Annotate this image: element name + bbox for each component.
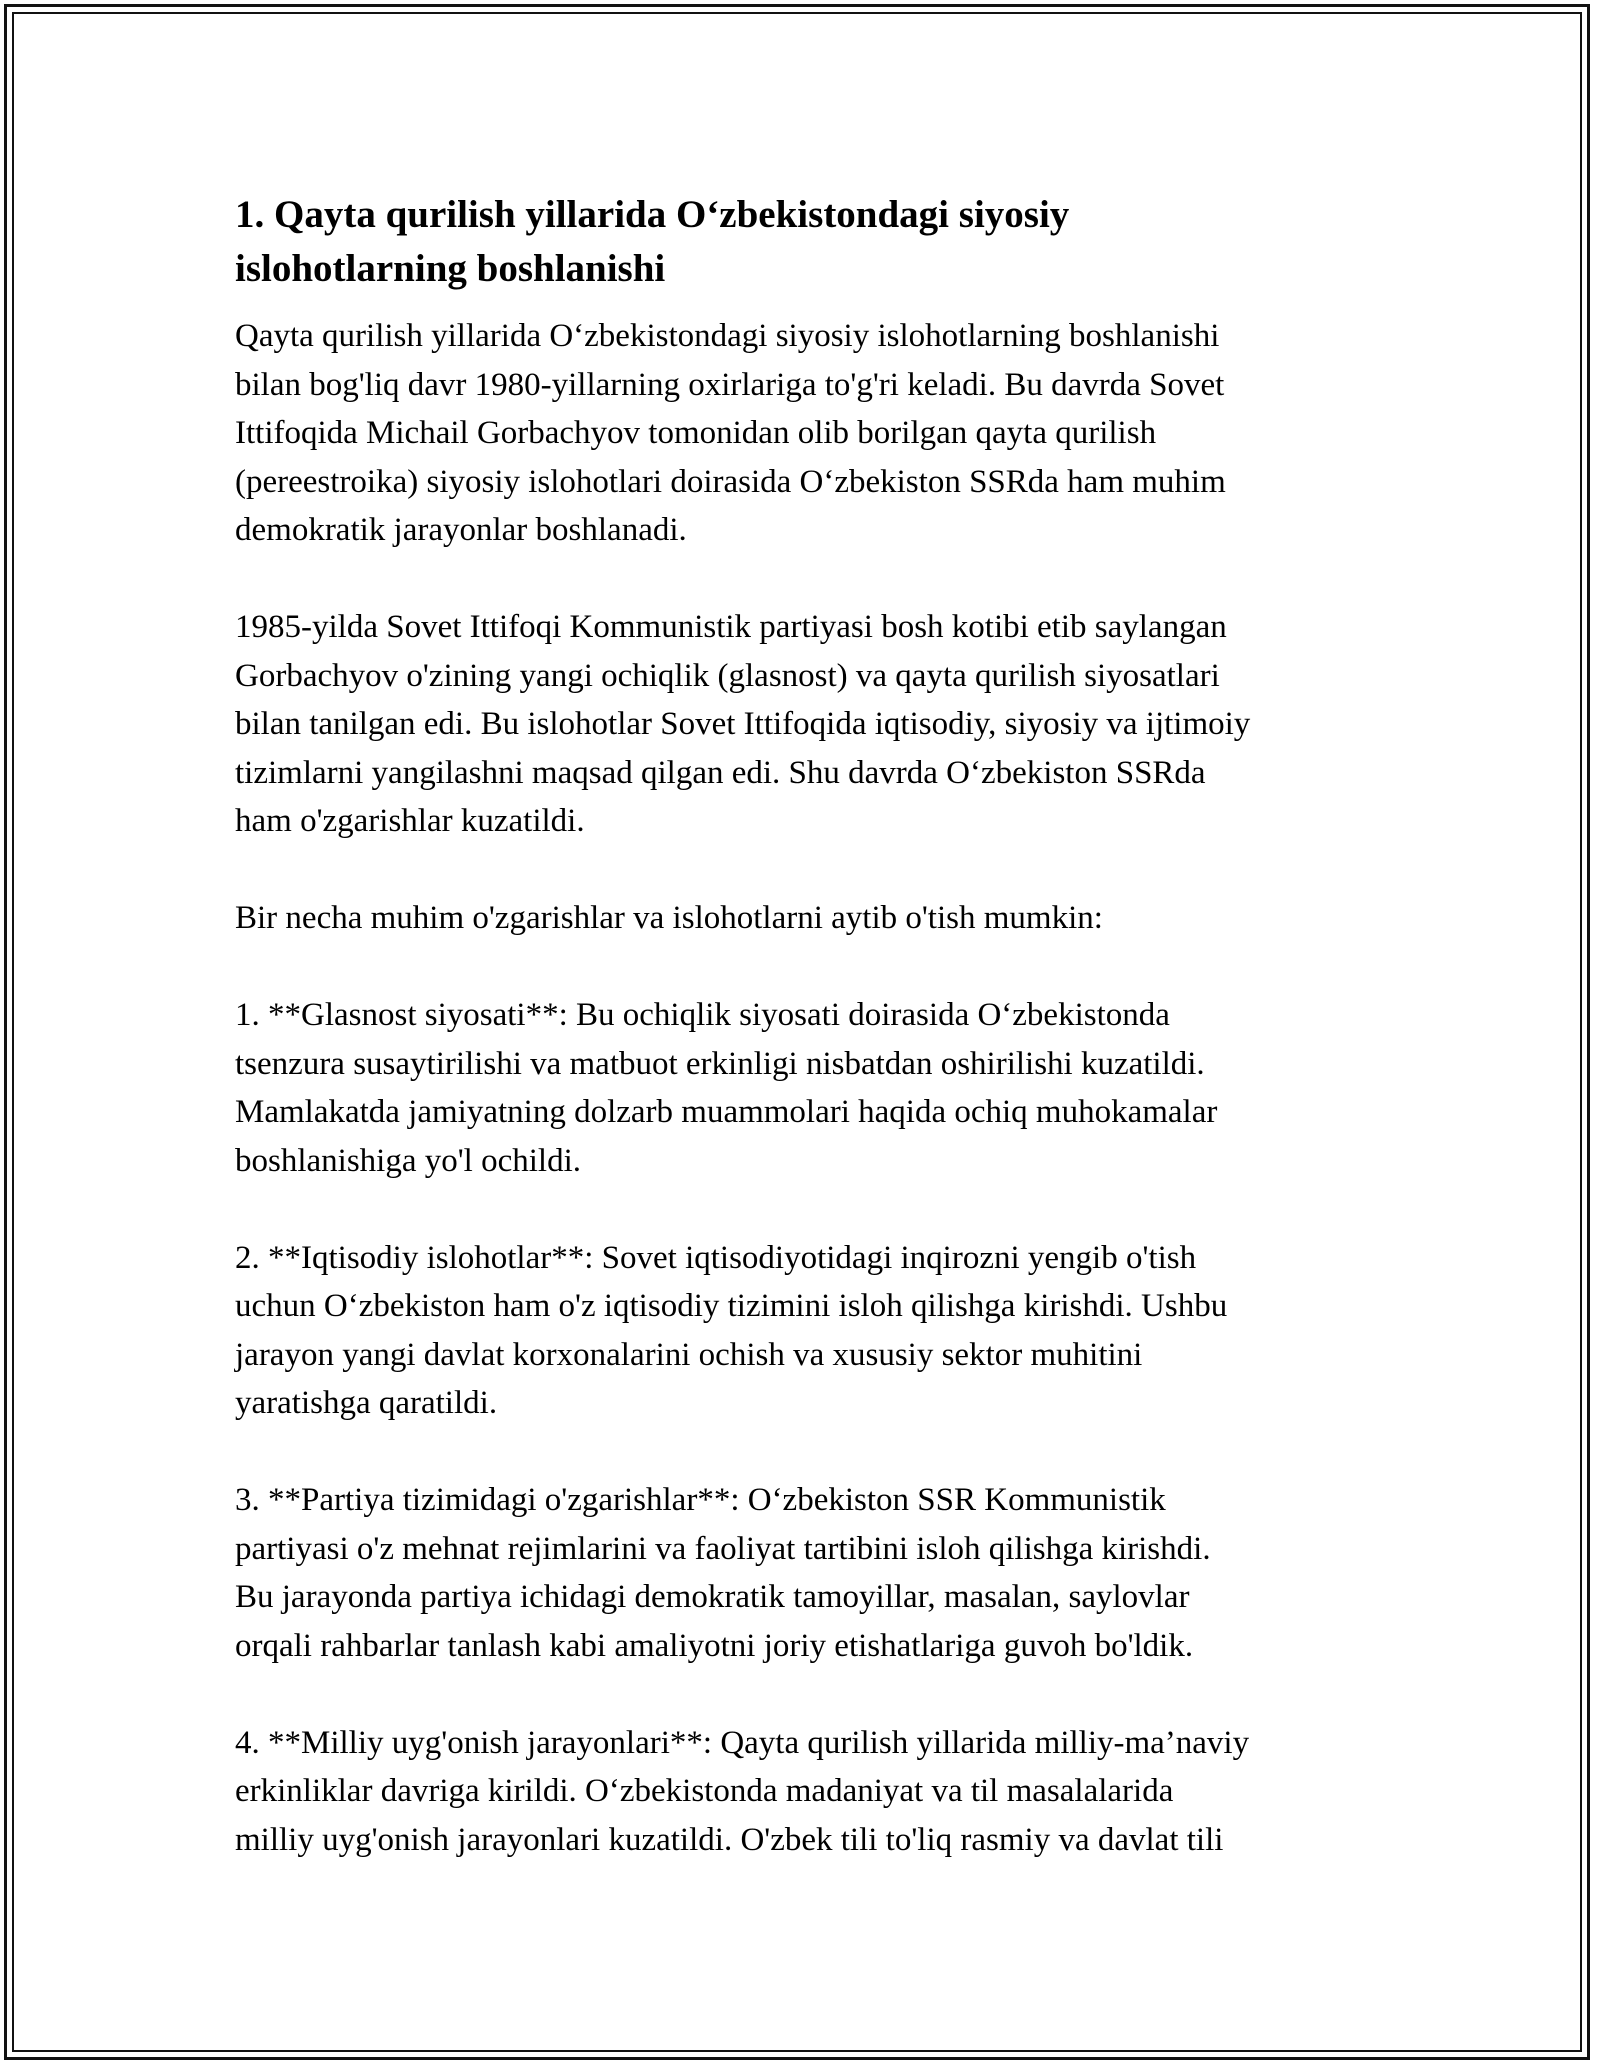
background-paragraph: 1985-yilda Sovet Ittifoqi Kommunistik partiyasi bosh kotibi etib saylangan Gorbachyov o'zining yangi ochiqlik (glasnost) va qayta qurilish siyosatlari bilan tanilgan edi. Bu islohotlar Sovet Ittifoqida iqtisodiy, siyosiy va ijtimoiy tizimlarni yangilashni maqsad qilgan edi. Shu davrda O‘zbekiston SSRda ham o'zgarishlar kuzatildi. — [235, 609, 1251, 839]
list-intro-paragraph: Bir necha muhim o'zgarishlar va islohotlarni aytib o'tish mumkin: — [235, 900, 1103, 936]
spacer — [235, 296, 1375, 312]
list-item-economic-reforms: 2. **Iqtisodiy islohotlar**: Sovet iqtisodiyotidagi inqirozni yengib o'tish uchun O‘zbekiston ham o'z iqtisodiy tizimini isloh qilishga kirishdi. Ushbu jarayon yangi davlat korxonalarini ochish va xususiy sektor muhitini yaratishga qaratildi. — [235, 1239, 1228, 1421]
intro-paragraph: Qayta qurilish yillarida O‘zbekistondagi siyosiy islohotlarning boshlanishi bilan bog'liq davr 1980-yillarning oxirlariga to'g'ri keladi. Bu davrda Sovet Ittifoqida Michail Gorbachyov tomonidan olib borilgan qayta qurilish (pereestroika) siyosiy islohotlari doirasida O‘zbekiston SSRda ham muhim demokratik jarayonlar boshlanadi. — [235, 318, 1226, 548]
list-item-glasnost: 1. **Glasnost siyosati**: Bu ochiqlik siyosati doirasida O‘zbekistonda tsenzura susaytirilishi va matbuot erkinligi nisbatdan oshirilishi kuzatildi. Mamlakatda jamiyatning dolzarb muammolari haqida ochiq muhokamalar boshlanishiga yo'l ochildi. — [235, 997, 1218, 1179]
spacer — [235, 555, 1375, 604]
spacer — [235, 1185, 1375, 1234]
document-body — [235, 188, 1375, 1864]
spacer — [235, 943, 1375, 992]
spacer — [235, 1428, 1375, 1477]
spacer — [235, 1670, 1375, 1719]
list-item-national-awakening: 4. **Milliy uyg'onish jarayonlari**: Qayta qurilish yillarida milliy-ma’naviy erkinliklar davriga kirildi. O‘zbekistonda madaniyat va til masalalarida milliy uyg'onish jarayonlari kuzatildi. O'zbek tili to'liq rasmiy va davlat tili — [235, 1724, 1250, 1858]
spacer — [235, 846, 1375, 895]
list-item-party-system: 3. **Partiya tizimidagi o'zgarishlar**: O‘zbekiston SSR Kommunistik partiyasi o'z mehnat rejimlarini va faoliyat tartibini isloh qilishga kirishdi. Bu jarayonda partiya ichidagi demokratik tamoyillar, masalan, saylovlar orqali rahbarlar tanlash kabi amaliyotni joriy etishatlariga guvoh bo'ldik. — [235, 1482, 1211, 1664]
section-heading: 1. Qayta qurilish yillarida O‘zbekistondagi siyosiy islohotlarning boshlanishi — [235, 193, 1070, 290]
